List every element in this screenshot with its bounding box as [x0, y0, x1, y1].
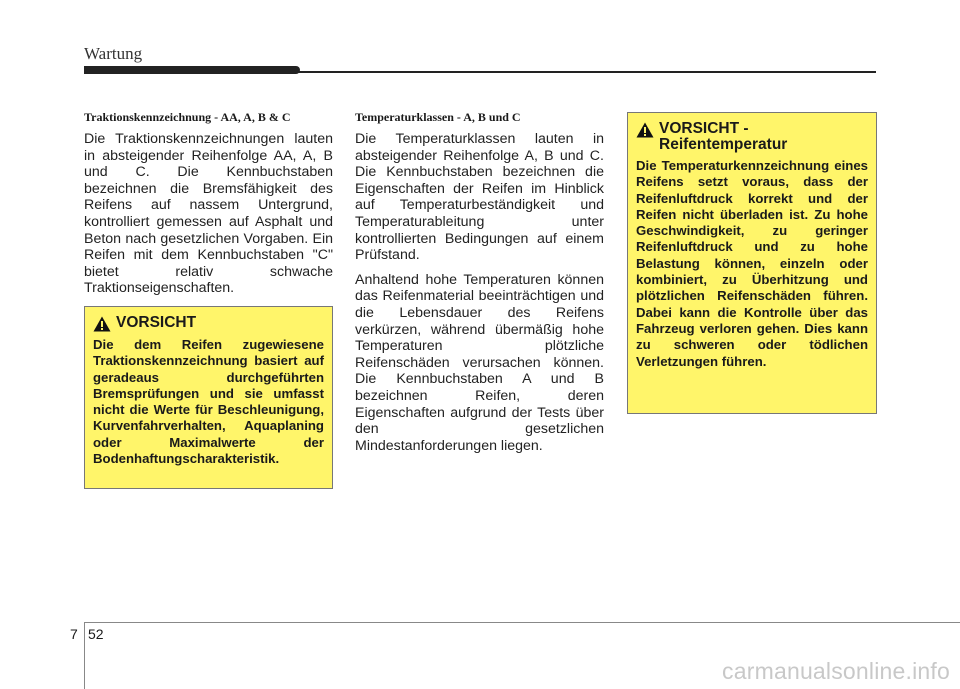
- warning-title: VORSICHT - Reifentemperatur: [659, 120, 788, 153]
- footer-divider: [84, 622, 85, 689]
- left-column: [84, 110, 333, 305]
- header-rule: [84, 71, 876, 73]
- warning-text: Die Temperaturkennzeichnung eines Reifens setzt voraus, dass der Reifenluftdruck korrekt und der Reifen nicht überladen ist. Zu hohe Geschwindigkeit, zu geringer Reifenluftdruck und zu hohe Belastung können, einzeln oder kombiniert, zu Überhitzung und plötzlichen Reifenschäden führen. Dabei kann die Kontrolle über das Fahrzeug verloren gehen. Dies kann zu schweren oder tödlichen Verletzungen führen.: [636, 158, 868, 369]
- section-title: Wartung: [84, 44, 143, 63]
- temperature-heading: Temperaturklassen - A, B und C: [355, 110, 521, 124]
- watermark: carmanualsonline.info: [722, 658, 950, 684]
- warning-triangle-icon: [93, 316, 111, 332]
- tire-temperature-warning-box: [627, 112, 877, 414]
- traction-warning-box: [84, 306, 333, 489]
- warning-triangle-icon: [636, 122, 654, 138]
- footer-rule: [84, 622, 960, 623]
- chapter-number: 7: [70, 626, 78, 642]
- warning-title: VORSICHT: [116, 314, 197, 331]
- temperature-paragraph-1: Die Temperaturklassen lauten in absteigender Reihenfolge A, B und C. Die Kennbuchstaben bezeichnen die Eigenschaften der Reifen im Hinblick auf Temperaturbeständigkeit und Temperaturableitung unter kontrollierten Bedingungen auf einem Prüfstand.: [355, 131, 604, 264]
- warning-header: [93, 315, 324, 332]
- temperature-paragraph-2: Anhaltend hohe Temperaturen können das Reifenmaterial beeinträchtigen und die Lebensdauer des Reifens verkürzen, während übermäßig hohe Temperaturen plötzliche Reifenschäden verursachen können. Die Kennbuchstaben A und B bezeichnen Reifen, deren Eigenschaften aufgrund der Tests über den gesetzlichen Mindestanforderungen liegen.: [355, 271, 604, 454]
- warning-text: Die dem Reifen zugewiesene Traktionskennzeichnung basiert auf geradeaus durchgeführten Bremsprüfungen und sie umfasst nicht die Werte für Beschleunigung, Kurvenfahrverhalten, Aquaplaning oder Maximalwerte der Bodenhaftungscharakteristik.: [93, 337, 324, 467]
- warning-header: [636, 121, 868, 153]
- traction-paragraph: Die Traktionskennzeichnungen lauten in absteigender Reihenfolge AA, A, B und C. Die Kennbuchstaben bezeichnen die Bremsfähigkeit des Reifens auf nassem Untergrund, kontrolliert gemessen auf Asphalt und Beton nach gesetzlichen Vorgaben. Ein Reifen mit dem Kennbuchstaben "C" bietet relativ schwache Traktionseigenschaften.: [84, 131, 333, 297]
- page-number: 52: [88, 626, 104, 642]
- traction-heading: Traktionskennzeichnung - AA, A, B & C: [84, 110, 291, 124]
- middle-column: [355, 110, 604, 462]
